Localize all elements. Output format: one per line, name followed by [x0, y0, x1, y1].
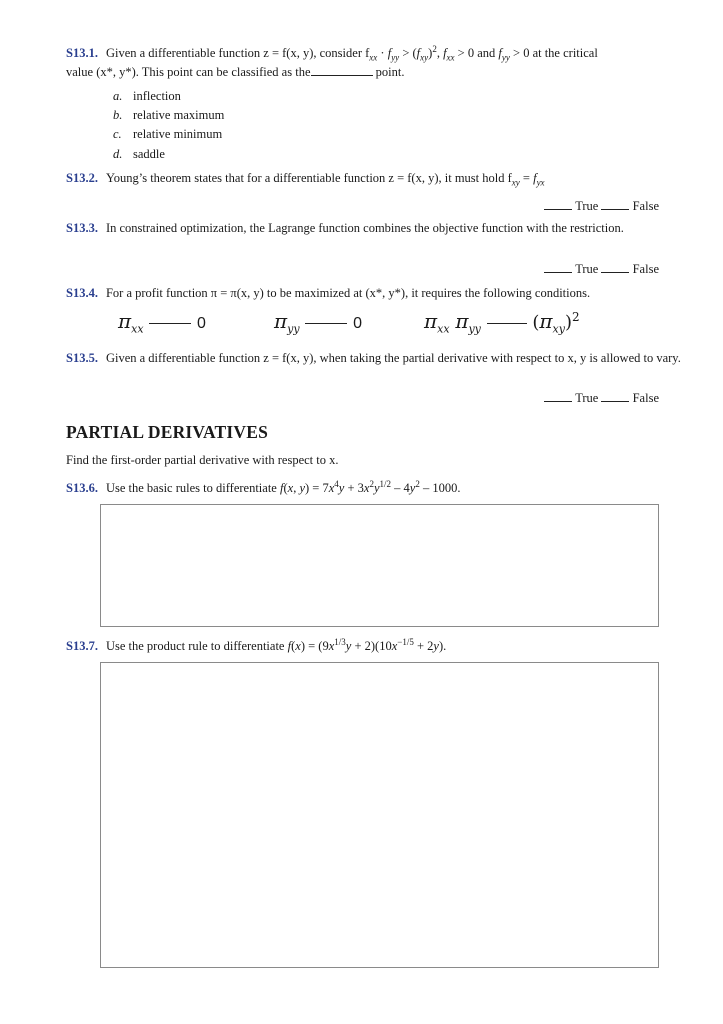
condition-blank[interactable]	[305, 322, 347, 324]
true-label: True	[575, 199, 599, 213]
condition-blank[interactable]	[487, 322, 527, 324]
question-text: Use the product rule to differentiate	[105, 639, 285, 653]
question-text-end: point.	[375, 65, 405, 79]
option-letter: d.	[113, 147, 123, 161]
true-label: True	[575, 391, 599, 405]
question-s13-5	[66, 350, 686, 366]
question-s13-4	[66, 284, 661, 303]
question-text: Use the basic rules to differentiate	[105, 481, 277, 495]
false-blank[interactable]	[601, 198, 629, 210]
option-label: relative maximum	[133, 108, 225, 122]
option-d[interactable]	[113, 145, 165, 164]
option-label: relative minimum	[133, 127, 223, 141]
condition-pi-yy: $\pi_{yy}$ 0	[274, 309, 362, 336]
answer-blank[interactable]	[311, 64, 373, 76]
option-label: inflection	[133, 89, 181, 103]
false-blank[interactable]	[601, 390, 629, 402]
option-label: saddle	[133, 147, 165, 161]
true-blank[interactable]	[544, 198, 572, 210]
option-a[interactable]	[113, 87, 181, 106]
question-text-cont: value (x*, y*). This point can be classified as the	[66, 65, 311, 79]
question-s13-1: S13.1. Given a differentiable function z = f(x, y), consider $f_{xx} \cdot f_{yy} > (f_{xy})^2$, $f_{xx} > 0$ and $f_{yy} > 0$ at the critical value (x*, y*). This point can be classified as the point.	[66, 43, 598, 79]
option-letter: c.	[113, 127, 122, 141]
true-blank[interactable]	[544, 390, 572, 402]
question-text: Young’s theorem states that for a differentiable function z = f(x, y), it must hold f	[105, 171, 512, 185]
condition-pi-xx-pi-yy: $\pi_{xx}$ $\pi_{yy}$ $(\pi_{xy})^2$	[424, 309, 580, 336]
question-text: For a profit function π = π(x, y) to be maximized at (x*, y*), it requires the following conditions.	[105, 286, 591, 300]
option-c[interactable]	[113, 125, 222, 144]
false-blank[interactable]	[601, 261, 629, 273]
question-s13-7: S13.7. Use the product rule to differentiate $f(x) = (9x^{1/3}y + 2)(10x^{-1/5} + 2y)$.	[66, 636, 447, 653]
question-number: S13.4.	[66, 286, 98, 300]
question-s13-6: S13.6. Use the basic rules to differentiate f(x, $y) = 7x^4y + 3x^2y^{1/2} - 4y^2 - 1000$.	[66, 478, 461, 495]
question-text: In constrained optimization, the Lagrange function combines the objective function with the restriction.	[105, 221, 624, 235]
option-letter: a.	[113, 89, 123, 103]
condition-pi-xx: $\pi_{xx}$ 0	[118, 309, 206, 336]
true-label: True	[575, 262, 599, 276]
false-label: False	[632, 199, 659, 213]
answer-box-s13-7[interactable]	[100, 662, 659, 968]
question-s13-3	[66, 221, 661, 236]
question-number: S13.1.	[66, 46, 98, 60]
false-label: False	[632, 391, 659, 405]
condition-blank[interactable]	[149, 322, 191, 324]
question-text: Given a differentiable function z = f(x, y), when taking the partial derivative with respect to x, y is allowed to vary.	[105, 351, 681, 365]
option-letter: b.	[113, 108, 123, 122]
section-instruction: Find the first-order partial derivative with respect to x.	[66, 453, 339, 467]
true-blank[interactable]	[544, 261, 572, 273]
false-label: False	[632, 262, 659, 276]
question-number: S13.6.	[66, 481, 98, 495]
question-number: S13.3.	[66, 221, 98, 235]
question-number: S13.2.	[66, 171, 98, 185]
true-false-s13-2	[544, 198, 659, 214]
question-number: S13.7.	[66, 639, 98, 653]
question-number: S13.5.	[66, 351, 98, 365]
section-title: PARTIAL DERIVATIVES	[66, 422, 269, 442]
question-s13-2: S13.2. Young’s theorem states that for a differentiable function z = f(x, y), it must hold $f_{xy} = f_{yx}$	[66, 171, 545, 188]
answer-box-s13-6[interactable]	[100, 504, 659, 627]
question-text: Given a differentiable function z = f(x, y), consider f	[105, 46, 370, 60]
true-false-s13-3	[544, 261, 659, 277]
true-false-s13-5	[544, 390, 659, 406]
second-order-conditions	[0, 309, 723, 339]
option-b[interactable]	[113, 106, 224, 125]
